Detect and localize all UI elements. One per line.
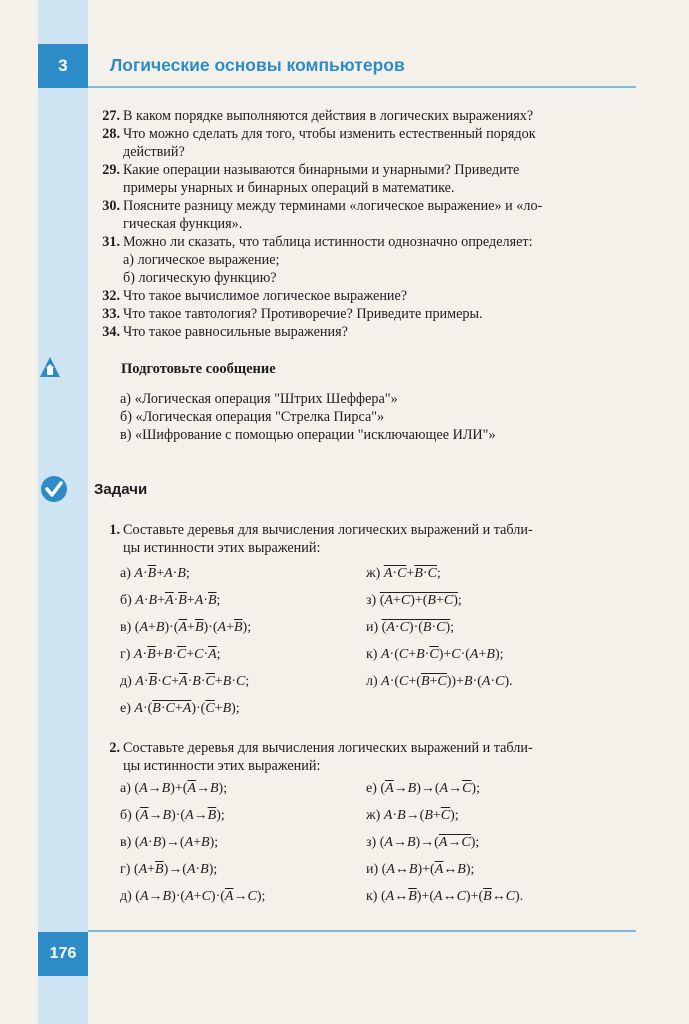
task2-expr-z: з) (A→B)→(A→C); (366, 835, 480, 850)
question-30: 30. Поясните разницу между терминами «логическое выражение» и «ло- гическая функция». (102, 198, 543, 232)
header-rule (88, 86, 636, 88)
task1-expr-k: к) $A\cdot(C+B\cdot\overline{C})+C\cdot(A+B)$; (366, 647, 504, 662)
task2-expr-v: в) (A·B)→(A+B); (120, 835, 219, 850)
task2-expr-k: к) $(A\leftrightarrow\overline{B})+(A\leftrightarrow C)+(\overline{B}\leftrightarrow C)$. (366, 889, 524, 904)
message-item: а) «Логическая операция "Штрих Шеффера"» (120, 391, 398, 407)
chapter-title: Логические основы компьютеров (110, 55, 405, 75)
task2-expr-g: г) $(A+\overline{B})\to(A\cdot B)$; (120, 862, 218, 877)
task2-expr-d: д) $(A\to B)\cdot(A+C)\cdot(\overline{A}\to C)$; (120, 889, 266, 904)
task2-expr-zh: ж) $A\cdot B\to(B+\overline{C})$; (366, 808, 459, 823)
message-item: в) «Шифрование с помощью операции "исключающее ИЛИ"» (120, 427, 496, 443)
task1-expr-v: в) $(A+B)\cdot(\overline{A}+\overline{B})\cdot(A+\overline{B})$; (120, 620, 252, 635)
house-icon (38, 355, 62, 379)
task1-expr-d: д) $A\cdot\overline{B}\cdot C+\overline{A}\cdot B\cdot\overline{C}+B\cdot C$; (120, 674, 250, 689)
message-item: б) «Логическая операция "Стрелка Пирса"» (120, 409, 385, 425)
task1-expr-z: з) (A+C)+(B+C); (366, 593, 462, 608)
task2-expr-i: и) $(A\leftrightarrow B)+(\overline{A}\leftrightarrow B)$; (366, 862, 475, 877)
question-27: 27. В каком порядке выполняются действия в логических выражениях? (102, 108, 534, 124)
tasks-title: Задачи (94, 481, 148, 498)
task-1: 1. Составьте деревья для вычисления логических выражений и табли- цы истинности этих выражений: (109, 522, 533, 556)
checkmark-icon (40, 475, 68, 503)
question-33: 33. Что такое тавтология? Противоречие? Приведите примеры. (102, 306, 483, 322)
task2-expr-a: а) $(A\to B)+(\overline{A}\to B)$; (120, 781, 228, 796)
task1-expr-i: и) (A·C)·(B·C); (366, 620, 455, 635)
question-29: 29. Какие операции называются бинарными и унарными? Приведите примеры унарных и бинарных операций в математике. (102, 162, 520, 196)
task-2: 2. Составьте деревья для вычисления логических выражений и табли- цы истинности этих выражений: (109, 740, 533, 774)
task1-expr-zh: ж) A·C+B·C; (366, 566, 441, 581)
task1-expr-e: е) $A\cdot(B\cdot C+A)\cdot(\overline{C}+B)$; (120, 701, 240, 716)
side-strip (38, 0, 88, 1024)
message-section-title: Подготовьте сообщение (121, 361, 276, 377)
question-28: 28. Что можно сделать для того, чтобы изменить естественный порядок действий? (102, 126, 536, 160)
footer-rule (88, 930, 636, 932)
task1-expr-a: а) $A\cdot\overline{B}+A\cdot B$; (120, 566, 190, 581)
page-number: 176 (38, 932, 88, 976)
question-34: 34. Что такое равносильные выражения? (102, 324, 348, 340)
task1-expr-l: л) A·(C+(B+C))+B·(A·C). (366, 674, 513, 689)
chapter-number: 3 (38, 44, 88, 88)
task1-expr-g: г) $A\cdot\overline{B}+B\cdot\overline{C}+C\cdot\overline{A}$; (120, 647, 221, 662)
task2-expr-b: б) $(\overline{A}\to B)\cdot(A\to\overline{B})$; (120, 808, 225, 823)
question-31: 31. Можно ли сказать, что таблица истинности однозначно определяет: а) логическое выражение; б) логическую функцию? (102, 234, 533, 286)
task1-expr-b: б) $A\cdot B+\overline{A}\cdot\overline{B}+A\cdot\overline{B}$; (120, 593, 221, 608)
question-32: 32. Что такое вычислимое логическое выражение? (102, 288, 408, 304)
task2-expr-e: е) $(\overline{A}\to B)\to(A\to\overline{C})$; (366, 781, 480, 796)
